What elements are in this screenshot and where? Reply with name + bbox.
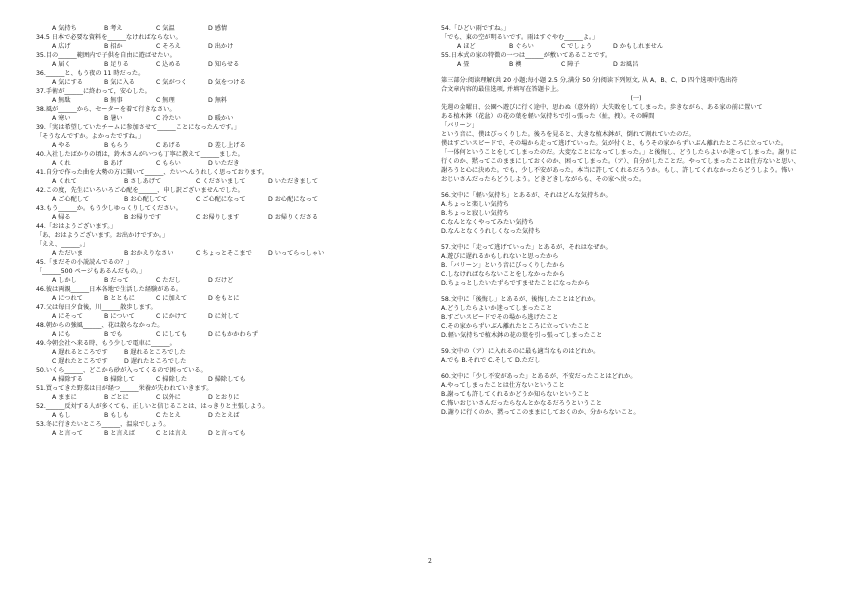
- text-line: 「でも、東の空が明るいです。雨はすぐやむ______よ。」: [441, 34, 599, 41]
- answer-options: [36, 357, 426, 366]
- text-line: B.「バリーン」という音にびっくりしたから: [441, 262, 565, 269]
- text-line: 「あ、おはようございます。お出かけですか。」: [36, 232, 169, 239]
- answer-option: B もらう: [104, 142, 129, 149]
- answer-option: C くださいまして: [196, 178, 246, 185]
- text-line: 58.文中に「後悔し」とあるが、後悔したことはどれか。: [441, 296, 600, 303]
- answer-option: C あげる: [156, 142, 181, 149]
- answer-options: [36, 159, 426, 168]
- text-line: 第三部分:阅读理解(共 20 小题;每小题 2.5 分,满分 50 分)阅读下列短文, 从 A、B、C、D 四个选项中选出符: [441, 77, 738, 84]
- text-line: 合文章内容的最佳选项, 并填写在答题卡上。: [441, 86, 563, 93]
- answer-option: D たとえば: [208, 412, 240, 419]
- text-line: 40.入社したばかりの頃は，鈴木さんがいつも丁寧に教えて______ました。: [36, 151, 244, 158]
- answer-option: A にも: [52, 331, 71, 338]
- answer-option: A にそって: [52, 313, 83, 320]
- answer-options: [36, 375, 426, 384]
- answer-option: D いただき: [208, 160, 240, 167]
- text-line: 僕はすごいスピードで、その場から走って逃げていった。気が付くと、もうその家からずいぶん離れたところに立っていた。: [441, 140, 788, 147]
- answer-option: D いただきまして: [268, 178, 319, 185]
- answer-options: [36, 411, 426, 420]
- text-line: 謝ろうと心に決めた。でも、少し不安があった。本当に許してくれるだろうか。もし、許してくれなかったらどうしよう。怖い: [441, 167, 794, 174]
- answer-option: C もらい: [156, 160, 181, 167]
- answer-option: A やる: [52, 142, 71, 149]
- answer-option: B 掃除して: [104, 376, 135, 383]
- answer-option: D と言っても: [208, 430, 246, 437]
- text-line: 42.この度，先生にいろいろご心配を______、申し訳ございませんでした。: [36, 187, 244, 194]
- answer-options: [36, 276, 426, 285]
- answer-option: B について: [104, 313, 135, 320]
- text-line: 50.いくら______、どこから砂が入ってくるので困っている。: [36, 367, 207, 374]
- text-line: 39.「実は希望していたチームに参加させて______ことになったんです。」: [36, 124, 241, 131]
- text-line: 47.父は毎日夕食後，川______散歩します。: [36, 304, 157, 311]
- answer-option: C 無理: [156, 97, 175, 104]
- answer-option: A につれて: [52, 295, 83, 302]
- answer-option: A ほど: [457, 43, 476, 50]
- answer-option: C 冷たい: [156, 115, 181, 122]
- text-line: 51.買ってきた野菜は日が経つ______栄養が失われていきます。: [36, 385, 213, 392]
- answer-option: A 帰る: [52, 214, 71, 221]
- answer-option: D かもしれません: [613, 43, 664, 50]
- answer-options: [36, 393, 426, 402]
- text-line: 60.文中に「少し不安があった」とあるが、不安だったことはどれか。: [441, 373, 637, 380]
- answer-option: D 差し上げる: [208, 142, 246, 149]
- answer-option: C 掃除した: [156, 376, 188, 383]
- answer-option: C でしょう: [561, 43, 593, 50]
- text-line: 「バリーン」: [441, 122, 479, 129]
- text-line: D.謝りに行くのか、黙ってこのままにしておくのか、分からないこと。: [441, 409, 640, 416]
- spacer: [441, 288, 831, 295]
- text-line: 34.5 日本で必要な資料を______なければならない。: [36, 34, 182, 41]
- answer-option: A 掃除する: [52, 376, 83, 383]
- text-line: D.なんとなくうれしくなった気持ち: [441, 228, 541, 235]
- text-line: 行くのか、黙ってこのままにしておくのか、困ってしまった。（ア）、自分がしたことだ。やってしまったことは仕方ないと思い、: [441, 158, 800, 165]
- answer-option: B 襖: [509, 61, 522, 68]
- answer-option: B あげ: [104, 160, 123, 167]
- text-line: 「そうなんですか。よかったですね。」: [36, 133, 145, 140]
- spacer: [441, 69, 831, 76]
- answer-options: [36, 96, 426, 105]
- text-line: A.遊びに遅れるかもしれないと思ったから: [441, 253, 559, 260]
- answer-option: D とおりに: [208, 394, 240, 401]
- text-line: 49.今朝会社へ来る時、もう少しで電車に______。: [36, 340, 176, 347]
- section-marker: (一): [630, 95, 642, 102]
- answer-option: D 暖かい: [208, 115, 234, 122]
- text-line: 52.______反対する人が多くても、正しいと信じることは、はっきりと主張しよう。: [36, 403, 269, 410]
- text-line: B.ちょっと寂しい気持ち: [441, 210, 510, 217]
- answer-option: D にもかかわらず: [208, 331, 259, 338]
- answer-option: D いってらっしゃい: [268, 250, 325, 257]
- text-line: 59.文中の（ア）に入れるのに最も適当なものはどれか。: [441, 348, 600, 355]
- right-column: [441, 24, 831, 417]
- answer-option: C ご心配になって: [196, 196, 246, 203]
- text-line: C.なんとなくやってみたい気持ち: [441, 219, 534, 226]
- answer-option: B 遅れるところでした: [124, 349, 186, 356]
- text-line: 41.自分で作った曲を大勢の方に聞いて______、たいへんうれしく思っております。: [36, 169, 269, 176]
- answer-option: A 寒い: [52, 115, 71, 122]
- answer-option: D に対して: [208, 313, 240, 320]
- answer-option: A 気持ち: [52, 25, 77, 32]
- text-line: B.謝っても許してくれるかどうか知らないということ: [441, 391, 590, 398]
- answer-option: D 出かけ: [208, 43, 234, 50]
- answer-option: C 遅れたところです: [52, 358, 108, 365]
- spacer: [441, 184, 831, 191]
- text-line: 44.「おはようございます。」: [36, 223, 117, 230]
- answer-option: B 気に入る: [104, 79, 135, 86]
- text-line: 45.「まだその小説読んでるの？」: [36, 259, 133, 266]
- text-line: 56.文中に「軽い気持ち」とあるが、それはどんな気持ちか。: [441, 192, 612, 199]
- answer-option: C 込める: [156, 61, 181, 68]
- answer-option: D 無料: [208, 97, 228, 104]
- answer-option: A 無駄: [52, 97, 71, 104]
- answer-option: D お帰りくださる: [268, 214, 319, 221]
- answer-option: B だって: [104, 277, 129, 284]
- answer-options: [441, 42, 831, 51]
- page-number: 2: [428, 558, 432, 565]
- text-line: 57.文中に「走って逃げていった」とあるが、それはなぜか。: [441, 244, 612, 251]
- text-line: 46.彼は両親______日本各地で生活した経験がある。: [36, 286, 182, 293]
- answer-options: [36, 141, 426, 150]
- answer-option: A もし: [52, 412, 71, 419]
- text-line: A.でも B.それで C.そして D.ただし: [441, 357, 541, 364]
- answer-options: [36, 312, 426, 321]
- text-line: A.やってしまったことは仕方ないということ: [441, 382, 565, 389]
- answer-option: D をもとに: [208, 295, 240, 302]
- answer-options: [36, 195, 426, 204]
- answer-option: A 気にする: [52, 79, 83, 86]
- answer-option: C ちょっとそこまで: [196, 250, 252, 257]
- answer-option: A ただいま: [52, 250, 83, 257]
- answer-option: D 感情: [208, 25, 228, 32]
- answer-option: D だけど: [208, 277, 234, 284]
- answer-option: B ごとに: [104, 394, 129, 401]
- answer-option: B 無事: [104, 97, 123, 104]
- text-line: B.すごいスピードでその場から逃げたこと: [441, 314, 559, 321]
- answer-option: B 考え: [104, 25, 123, 32]
- answer-option: B と言えば: [104, 430, 135, 437]
- text-line: 36.______と、もう夜の 11 時だった。: [36, 70, 145, 77]
- answer-option: C お帰りします: [196, 214, 240, 221]
- answer-options: [36, 177, 426, 186]
- answer-option: A 遅れるところです: [52, 349, 108, 356]
- answer-option: C 以外に: [156, 394, 181, 401]
- answer-options: [36, 78, 426, 87]
- text-line: 53.冬に行きたいところ______、温泉でしょう。: [36, 421, 170, 428]
- text-line: D.軽い気持ちで植木鉢の花の葉を引っ張ってしまったこと: [441, 332, 603, 339]
- answer-option: B もしも: [104, 412, 129, 419]
- answer-option: A ご心配して: [52, 196, 90, 203]
- answer-options: [36, 24, 426, 33]
- text-line: C.その家からずいぶん離れたところに立っていたこと: [441, 323, 590, 330]
- answer-options: [36, 60, 426, 69]
- answer-option: B 暑い: [104, 115, 123, 122]
- answer-option: D 遅れたところでした: [124, 358, 187, 365]
- answer-option: C に加えて: [156, 295, 188, 302]
- answer-option: B おかえりなさい: [124, 250, 174, 257]
- answer-option: B お心配してて: [124, 196, 168, 203]
- answer-option: B 足りる: [104, 61, 129, 68]
- answer-option: C にかけて: [156, 313, 188, 320]
- answer-option: D 掃除しても: [208, 376, 246, 383]
- text-line: 55.日本式の家の特徴の一つは______が敷いてあることです。: [441, 52, 612, 59]
- text-line: C.しなければならないことをしなかったから: [441, 271, 565, 278]
- answer-option: C にしても: [156, 331, 188, 338]
- text-line: 48.朝からの強風______、花は散らなかった。: [36, 322, 164, 329]
- answer-options: [36, 348, 426, 357]
- text-line: 「______500 ページもあるんだもの。」: [36, 268, 146, 275]
- answer-option: A 畳: [457, 61, 470, 68]
- answer-options: [36, 330, 426, 339]
- left-column: [36, 24, 426, 438]
- text-line: 先週の金曜日、公園へ遊びに行く途中、思わぬ（意外的）大失敗をしてしまった。歩きながら、ある家の前に置いて: [441, 104, 763, 111]
- answer-option: A ままに: [52, 394, 77, 401]
- answer-option: A 届く: [52, 61, 71, 68]
- text-line: おじいさんだったらどうしよう。どきどきしながらも、その家へ戻った。: [441, 176, 646, 183]
- spacer: [441, 365, 831, 372]
- answer-option: C とは言え: [156, 430, 188, 437]
- answer-options: [36, 429, 426, 438]
- answer-option: B お帰りです: [124, 214, 162, 221]
- text-line: D.ちょっとしたいたずらですませたことになったから: [441, 280, 590, 287]
- answer-option: D 知らせる: [208, 61, 240, 68]
- answer-option: D お風呂: [613, 61, 639, 68]
- answer-option: A しかし: [52, 277, 77, 284]
- answer-option: C 気温: [156, 25, 175, 32]
- answer-option: A くれ: [52, 160, 71, 167]
- answer-option: D お心配になって: [268, 196, 319, 203]
- text-line: 38.風が______から、セーターを着て行きなさい。: [36, 106, 176, 113]
- answer-options: [36, 249, 426, 258]
- text-line: 43.もう______か。もう少しゆっくりしてください。: [36, 205, 182, 212]
- answer-option: C そろえ: [156, 43, 181, 50]
- answer-options: [36, 213, 426, 222]
- answer-option: A と言って: [52, 430, 83, 437]
- answer-option: C たとえ: [156, 412, 181, 419]
- answer-option: B 招か: [104, 43, 123, 50]
- answer-option: C ただし: [156, 277, 181, 284]
- answer-option: B ぐらい: [509, 43, 534, 50]
- answer-options: [36, 42, 426, 51]
- text-line: 「ええ、______。」: [36, 241, 89, 248]
- answer-option: A 広げ: [52, 43, 71, 50]
- answer-options: [36, 294, 426, 303]
- answer-options: [441, 60, 831, 69]
- text-line: という音に、僕はびっくりした。後ろを見ると、大きな植木鉢が、倒れて割れていたのだ。: [441, 131, 695, 138]
- answer-option: D 気をつける: [208, 79, 246, 86]
- answer-option: B とともに: [104, 295, 135, 302]
- text-line: ある植木鉢（花盆）の花の葉を軽い気持ちで引っ張った（扯，拽）。その瞬間: [441, 113, 655, 120]
- answer-option: B でも: [104, 331, 123, 338]
- text-line: 「一体何ということをしてしまったのだ。大変なことになってしまった。」と後悔し、どうしたらよいか迷ってしまった。謝りに: [441, 149, 797, 156]
- answer-option: C 気がつく: [156, 79, 188, 86]
- text-line: A.ちょっと楽しい気持ち: [441, 201, 509, 208]
- text-line: C.怖いおじいさんだったらなんとかなるだろうということ: [441, 400, 602, 407]
- answer-option: B さしあげて: [124, 178, 162, 185]
- answer-options: [36, 114, 426, 123]
- answer-option: A くれて: [52, 178, 77, 185]
- answer-option: C 障子: [561, 61, 580, 68]
- spacer: [441, 236, 831, 243]
- text-line: 54.「ひどい雨ですね。」: [441, 25, 510, 32]
- text-line: 37.手術が______に終わって，安心した。: [36, 88, 151, 95]
- text-line: A.どうしたらよいか迷ってしまったこと: [441, 305, 553, 312]
- text-line: 35.目の______範囲内で子供を自由に遊ばせたい。: [36, 52, 176, 59]
- spacer: [441, 340, 831, 347]
